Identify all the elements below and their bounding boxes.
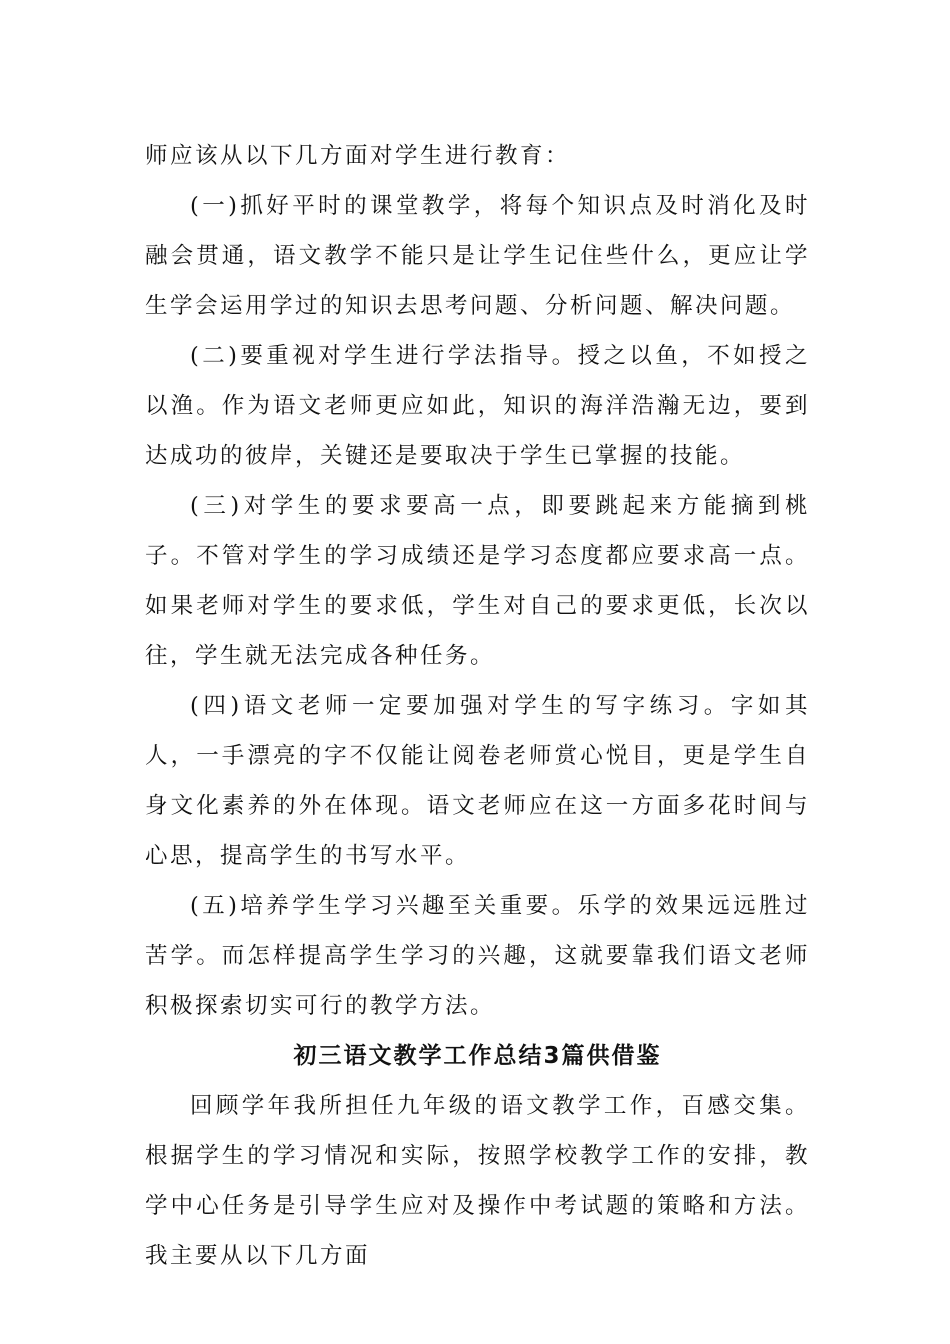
paragraph-point-1: (一)抓好平时的课堂教学，将每个知识点及时消化及时融会贯通，语文教学不能只是让学生记住些什么，更应让学生学会运用学过的知识去思考问题、分析问题、解决问题。 <box>145 193 810 319</box>
paragraph-point-4: (四)语文老师一定要加强对学生的写字练习。字如其人，一手漂亮的字不仅能让阅卷老师赏心悦目，更是学生自身文化素养的外在体现。语文老师应在这一方面多花时间与心思，提高学生的书写水平。 <box>145 693 810 869</box>
paragraph-section-intro: 回顾学年我所担任九年级的语文教学工作，百感交集。根据学生的学习情况和实际，按照学校教学工作的安排，教学中心任务是引导学生应对及操作中考试题的策略和方法。我主要从以下几方面 <box>145 1093 810 1269</box>
paragraph-point-5: (五)培养学生学习兴趣至关重要。乐学的效果远远胜过苦学。而怎样提高学生学习的兴趣，这就要靠我们语文老师积极探索切实可行的教学方法。 <box>145 893 810 1019</box>
document-body <box>145 131 810 1281</box>
paragraph-point-3: (三)对学生的要求要高一点，即要跳起来方能摘到桃子。不管对学生的学习成绩还是学习态度都应要求高一点。如果老师对学生的要求低，学生对自己的要求更低，长次以往，学生就无法完成各种任务。 <box>145 493 810 669</box>
section-title: 初三语文教学工作总结3篇供借鉴 <box>293 1043 662 1069</box>
paragraph-intro: 师应该从以下几方面对学生进行教育： <box>145 143 571 169</box>
paragraph-point-2: (二)要重视对学生进行学法指导。授之以鱼，不如授之以渔。作为语文老师更应如此，知识的海洋浩瀚无边，要到达成功的彼岸，关键还是要取决于学生已掌握的技能。 <box>145 343 810 469</box>
